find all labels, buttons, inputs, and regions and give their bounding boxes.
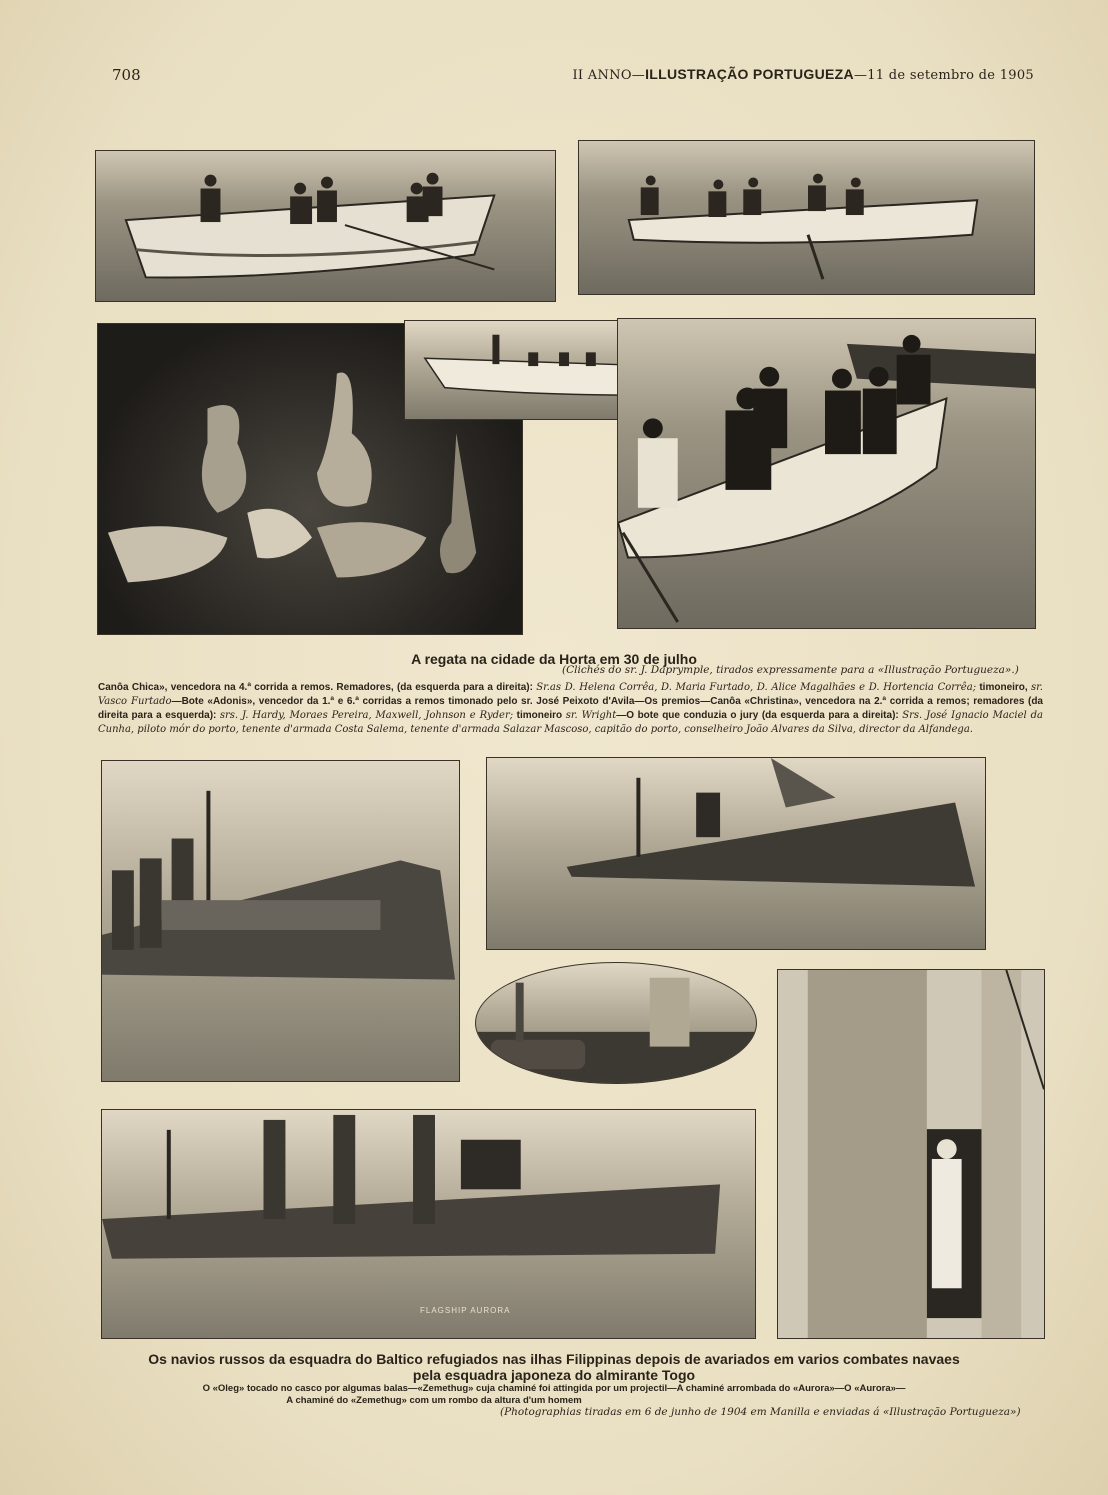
issue-date: —11 de setembro de 1905: [853, 68, 1034, 83]
caption-jury-names: Srs. José Ignacio Maciel da Cunha, piloto mór do porto, tenente d'armada Costa Salema, tenente d'armada Salazar Mascoso, capitão do porto, conselheiro João Alvares da Silva, director da Alfandega.: [98, 710, 1043, 735]
warships-caption-title: [0, 1351, 1108, 1383]
caption-wright-name: sr. Wright: [565, 710, 617, 721]
regatta-caption-body: [98, 681, 1043, 737]
caption-part-5: —O bote que conduzia o jury (da esquerda para a direita):: [616, 710, 903, 721]
regatta-photo-credit: (Clichés do sr. J. Daprymple, tirados expressamente para a «Illustração Portugueza».): [562, 664, 1019, 676]
warships-title-line-1: Os navios russos da esquadra do Baltico refugiados nas ilhas Filippinas depois de avariados em varios combates navaes: [148, 1351, 960, 1367]
warships-caption-line-2: A chaminé do «Zemethug» com um rombo da altura d'um homem: [286, 1395, 582, 1406]
page-number: 708: [112, 66, 141, 84]
issue-label: II ANNO—: [572, 68, 646, 83]
photo-oleg: [101, 760, 460, 1082]
caption-rowers-names: Sr.as D. Helena Corrêa, D. Maria Furtado, D. Alice Magalhães e D. Hortencia Corrêa;: [536, 682, 977, 693]
caption-part-1: vencedora na 4.ª corrida a remos. Remadores, (da esquerda para a direita):: [167, 682, 537, 693]
caption-part-2: timoneiro,: [976, 682, 1031, 693]
photo-canoa-chica: [95, 150, 556, 302]
running-header: [573, 66, 1035, 83]
caption-coxswain-name: sr. Vasco Furtado: [98, 682, 1043, 707]
caption-christina-names: srs. J. Hardy, Moraes Pereira, Maxwell, Johnson e Ryder;: [219, 710, 514, 721]
caption-part-4: timoneiro: [513, 710, 566, 721]
warships-title-line-2: pela esquadra japoneza do almirante Togo: [412, 1367, 696, 1383]
warships-photo-credit: (Photographias tiradas em 6 de junho de 1904 em Manilla e enviadas á «Illustração Portugueza»): [500, 1406, 1021, 1418]
photo-bote-jury: [617, 318, 1036, 629]
photo-aurora: [101, 1109, 756, 1339]
caption-lead: Canôa Chica»,: [98, 682, 168, 693]
regatta-caption-title: A regata na cidade da Horta em 30 de julho: [411, 651, 697, 667]
caption-part-3: —Bote «Adonis», vencedor da 1.ª e 6.ª corridas a remos timonado pelo sr. José Peixoto d'Avila—Os premios—Canôa «Christina», vencedora na 2.ª corrida a remos; remadores (da direita para a esquerda):: [98, 696, 1043, 721]
photo-aurora-funnel: [475, 962, 757, 1084]
aurora-plate: FLAGSHIP AURORA: [420, 1306, 511, 1315]
publication-title: ILLUSTRAÇÃO PORTUGUEZA: [645, 66, 854, 82]
photo-zemchug-funnel: [777, 969, 1045, 1339]
photo-zemchug: [486, 757, 986, 950]
photo-bote-adonis: [578, 140, 1035, 295]
warships-caption-line-1: O «Oleg» tocado no casco por algumas balas—«Zemethug» cuja chaminé foi attingida por um projectil—A chaminé arrombada do «Aurora»—O «Aurora»—: [202, 1383, 906, 1394]
